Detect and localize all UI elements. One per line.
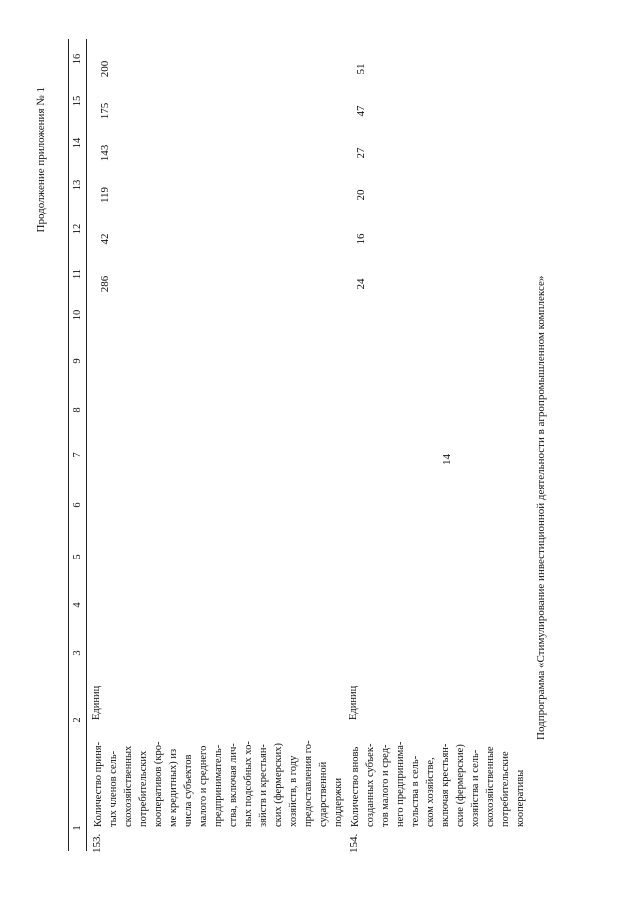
name-line: ства, включая лич-: [228, 743, 239, 827]
column-header: 15: [72, 95, 83, 107]
name-line: ных подсобных хо-: [243, 741, 254, 827]
indicator-name: [348, 637, 528, 827]
column-header: 14: [72, 137, 83, 149]
value-cell-12: 16: [355, 233, 367, 245]
value-cell-13: 119: [99, 186, 111, 204]
column-header: 3: [72, 650, 83, 656]
value-cell-12: 42: [99, 233, 111, 245]
value-cell-16: 200: [99, 60, 111, 78]
page-number: 14: [441, 454, 453, 465]
column-header: 10: [72, 309, 83, 321]
name-line: созданных субъек-: [365, 743, 376, 827]
column-header: 5: [72, 554, 83, 560]
name-line: кооперативов (кро-: [153, 741, 164, 827]
column-header: 12: [72, 223, 83, 235]
name-line: поддержки: [333, 777, 344, 827]
name-line: скохозяйственные: [485, 746, 496, 827]
column-header: 13: [72, 179, 83, 191]
name-line: сударственной: [318, 761, 329, 827]
indicator-name: [91, 637, 346, 827]
row-number: 154.: [348, 833, 360, 853]
name-line: предприниматель-: [213, 744, 224, 827]
name-line: включая крестьян-: [440, 743, 451, 827]
unit-of-measure: Единиц: [91, 685, 102, 720]
name-line: Количество вновь: [350, 746, 361, 827]
value-cell-11: 286: [99, 275, 111, 293]
subprogram-caption: Подпрограмма «Стимулирование инвестиционной деятельности в агропромышленном комплексе»: [535, 275, 547, 740]
name-line: тов малого и сред-: [380, 744, 391, 827]
name-line: предоставления го-: [303, 740, 314, 827]
column-header: 9: [72, 358, 83, 364]
name-line: малого и среднего: [198, 745, 209, 827]
name-line: скохозяйственных: [123, 745, 134, 827]
table-header-rule: [86, 39, 87, 851]
value-cell-15: 175: [99, 102, 111, 120]
row-number: 153.: [91, 833, 103, 853]
column-header: 2: [72, 717, 83, 723]
value-cell-15: 47: [355, 105, 367, 117]
name-line: кооперативы: [515, 769, 526, 827]
name-line: ских (фермерских): [273, 743, 284, 827]
name-line: Количество приня-: [93, 741, 104, 827]
value-cell-16: 51: [355, 63, 367, 75]
name-line: ме кредитных) из: [168, 748, 179, 827]
continuation-label: Продолжение приложения № 1: [35, 87, 47, 233]
name-line: ском хозяйстве,: [425, 757, 436, 827]
name-line: зяйств и крестьян-: [258, 744, 269, 827]
column-header: 11: [72, 268, 83, 280]
value-cell-11: 24: [355, 278, 367, 290]
name-line: хозяйства и сель-: [470, 749, 481, 827]
name-line: тых членов сель-: [108, 750, 119, 827]
name-line: потребительских: [138, 750, 149, 827]
column-header: 7: [72, 452, 83, 458]
value-cell-14: 143: [99, 144, 111, 162]
name-line: него предпринима-: [395, 741, 406, 827]
column-header: 6: [72, 502, 83, 508]
name-line: хозяйств, в году: [288, 755, 299, 827]
name-line: ские (фермерские): [455, 744, 466, 827]
name-line: потребительские: [500, 751, 511, 827]
value-cell-14: 27: [355, 147, 367, 159]
value-cell-13: 20: [355, 189, 367, 201]
column-header: 4: [72, 602, 83, 608]
column-header: 1: [72, 825, 83, 831]
name-line: числа субъектов: [183, 754, 194, 827]
unit-of-measure: Единиц: [348, 685, 359, 720]
name-line: тельства в сель-: [410, 755, 421, 827]
column-header: 16: [72, 53, 83, 65]
column-header: 8: [72, 407, 83, 413]
